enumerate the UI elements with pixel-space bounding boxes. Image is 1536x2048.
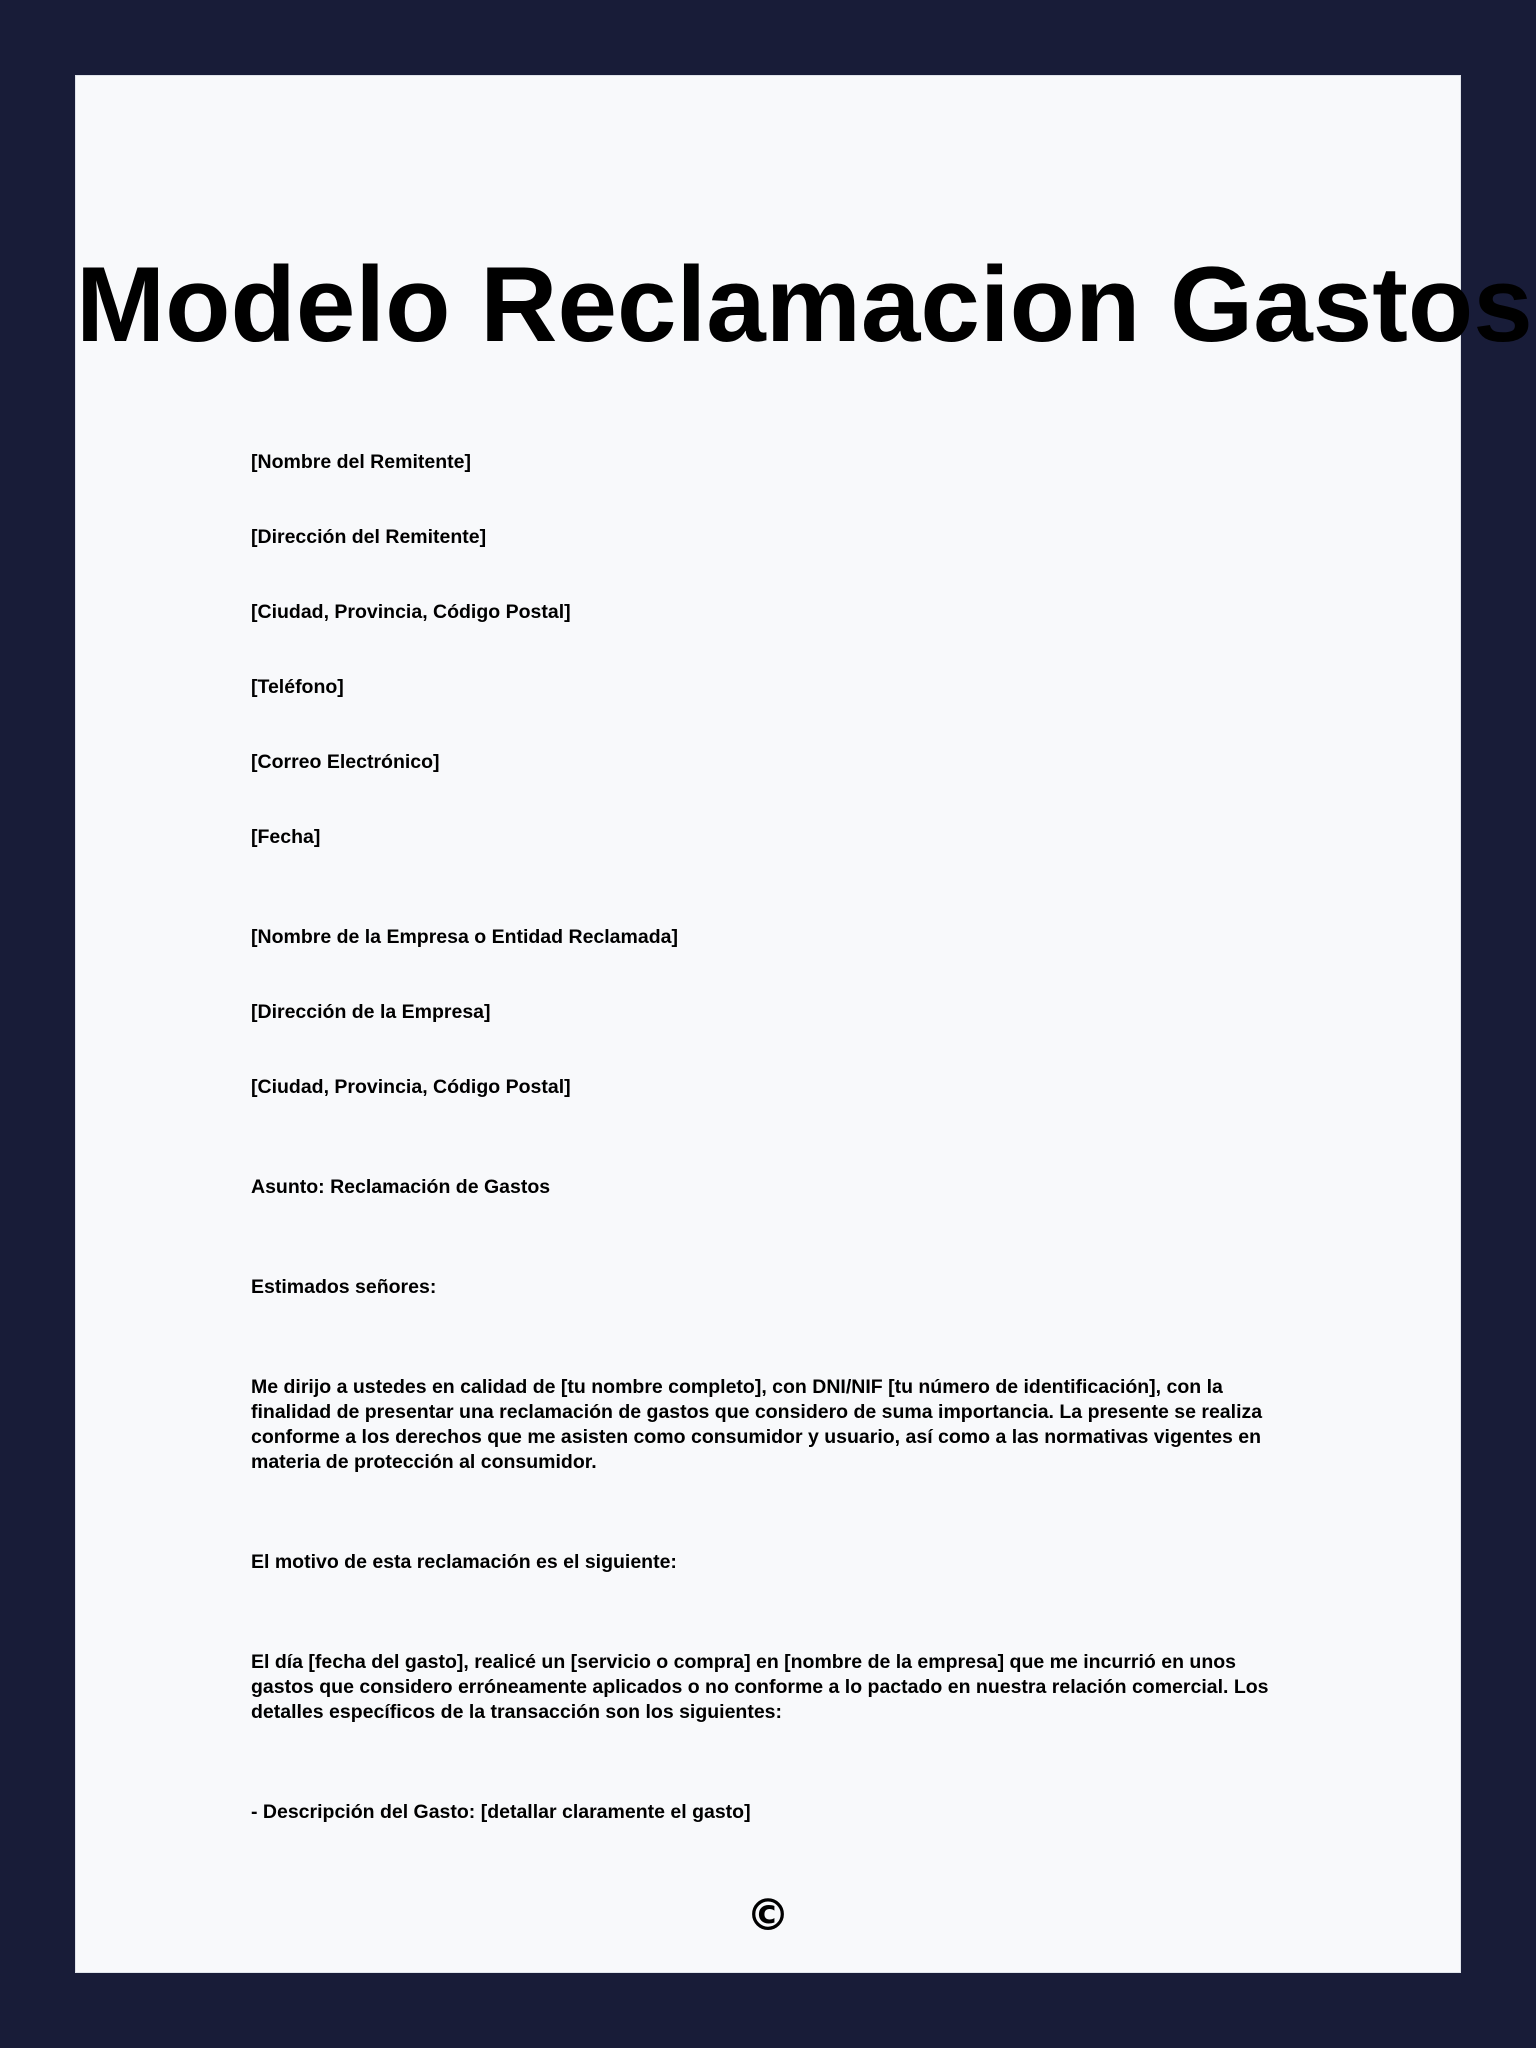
document-page (75, 75, 1533, 1973)
document-title: Modelo Reclamacion Gastos (76, 244, 1533, 364)
letter-subject: Asunto: Reclamación de Gastos (251, 1176, 551, 1198)
sender-email: [Correo Electrónico] (251, 751, 440, 773)
letter-greeting: Estimados señores: (251, 1276, 437, 1298)
recipient-name: [Nombre de la Empresa o Entidad Reclamada] (251, 926, 678, 948)
sender-address: [Dirección del Remitente] (251, 526, 487, 548)
sender-name: [Nombre del Remitente] (251, 451, 471, 473)
recipient-address: [Dirección de la Empresa] (251, 1001, 491, 1023)
expense-description-item: - Descripción del Gasto: [detallar claramente el gasto] (251, 1801, 751, 1823)
letter-date: [Fecha] (251, 826, 321, 848)
paragraph-motive: El motivo de esta reclamación es el siguiente: (251, 1551, 677, 1573)
sender-city: [Ciudad, Provincia, Código Postal] (251, 601, 571, 623)
sender-phone: [Teléfono] (251, 676, 344, 698)
paragraph-details: El día [fecha del gasto], realicé un [servicio o compra] en [nombre de la empresa] que me incurrió en unos gastos que considero erróneamente aplicados o no conforme a lo pactado en nuestra relación comercial. Los detalles específicos de la transacción son los siguientes: (251, 1651, 1269, 1723)
paragraph-intro: Me dirijo a ustedes en calidad de [tu nombre completo], con DNI/NIF [tu número de identificación], con la finalidad de presentar una reclamación de gastos que considero de suma importancia. La presente se realiza conforme a los derechos que me asisten como consumidor y usuario, así como a las normativas vigentes en materia de protección al consumidor. (251, 1376, 1263, 1473)
copyright-icon: © (746, 1890, 790, 1941)
recipient-city: [Ciudad, Provincia, Código Postal] (251, 1076, 571, 1098)
